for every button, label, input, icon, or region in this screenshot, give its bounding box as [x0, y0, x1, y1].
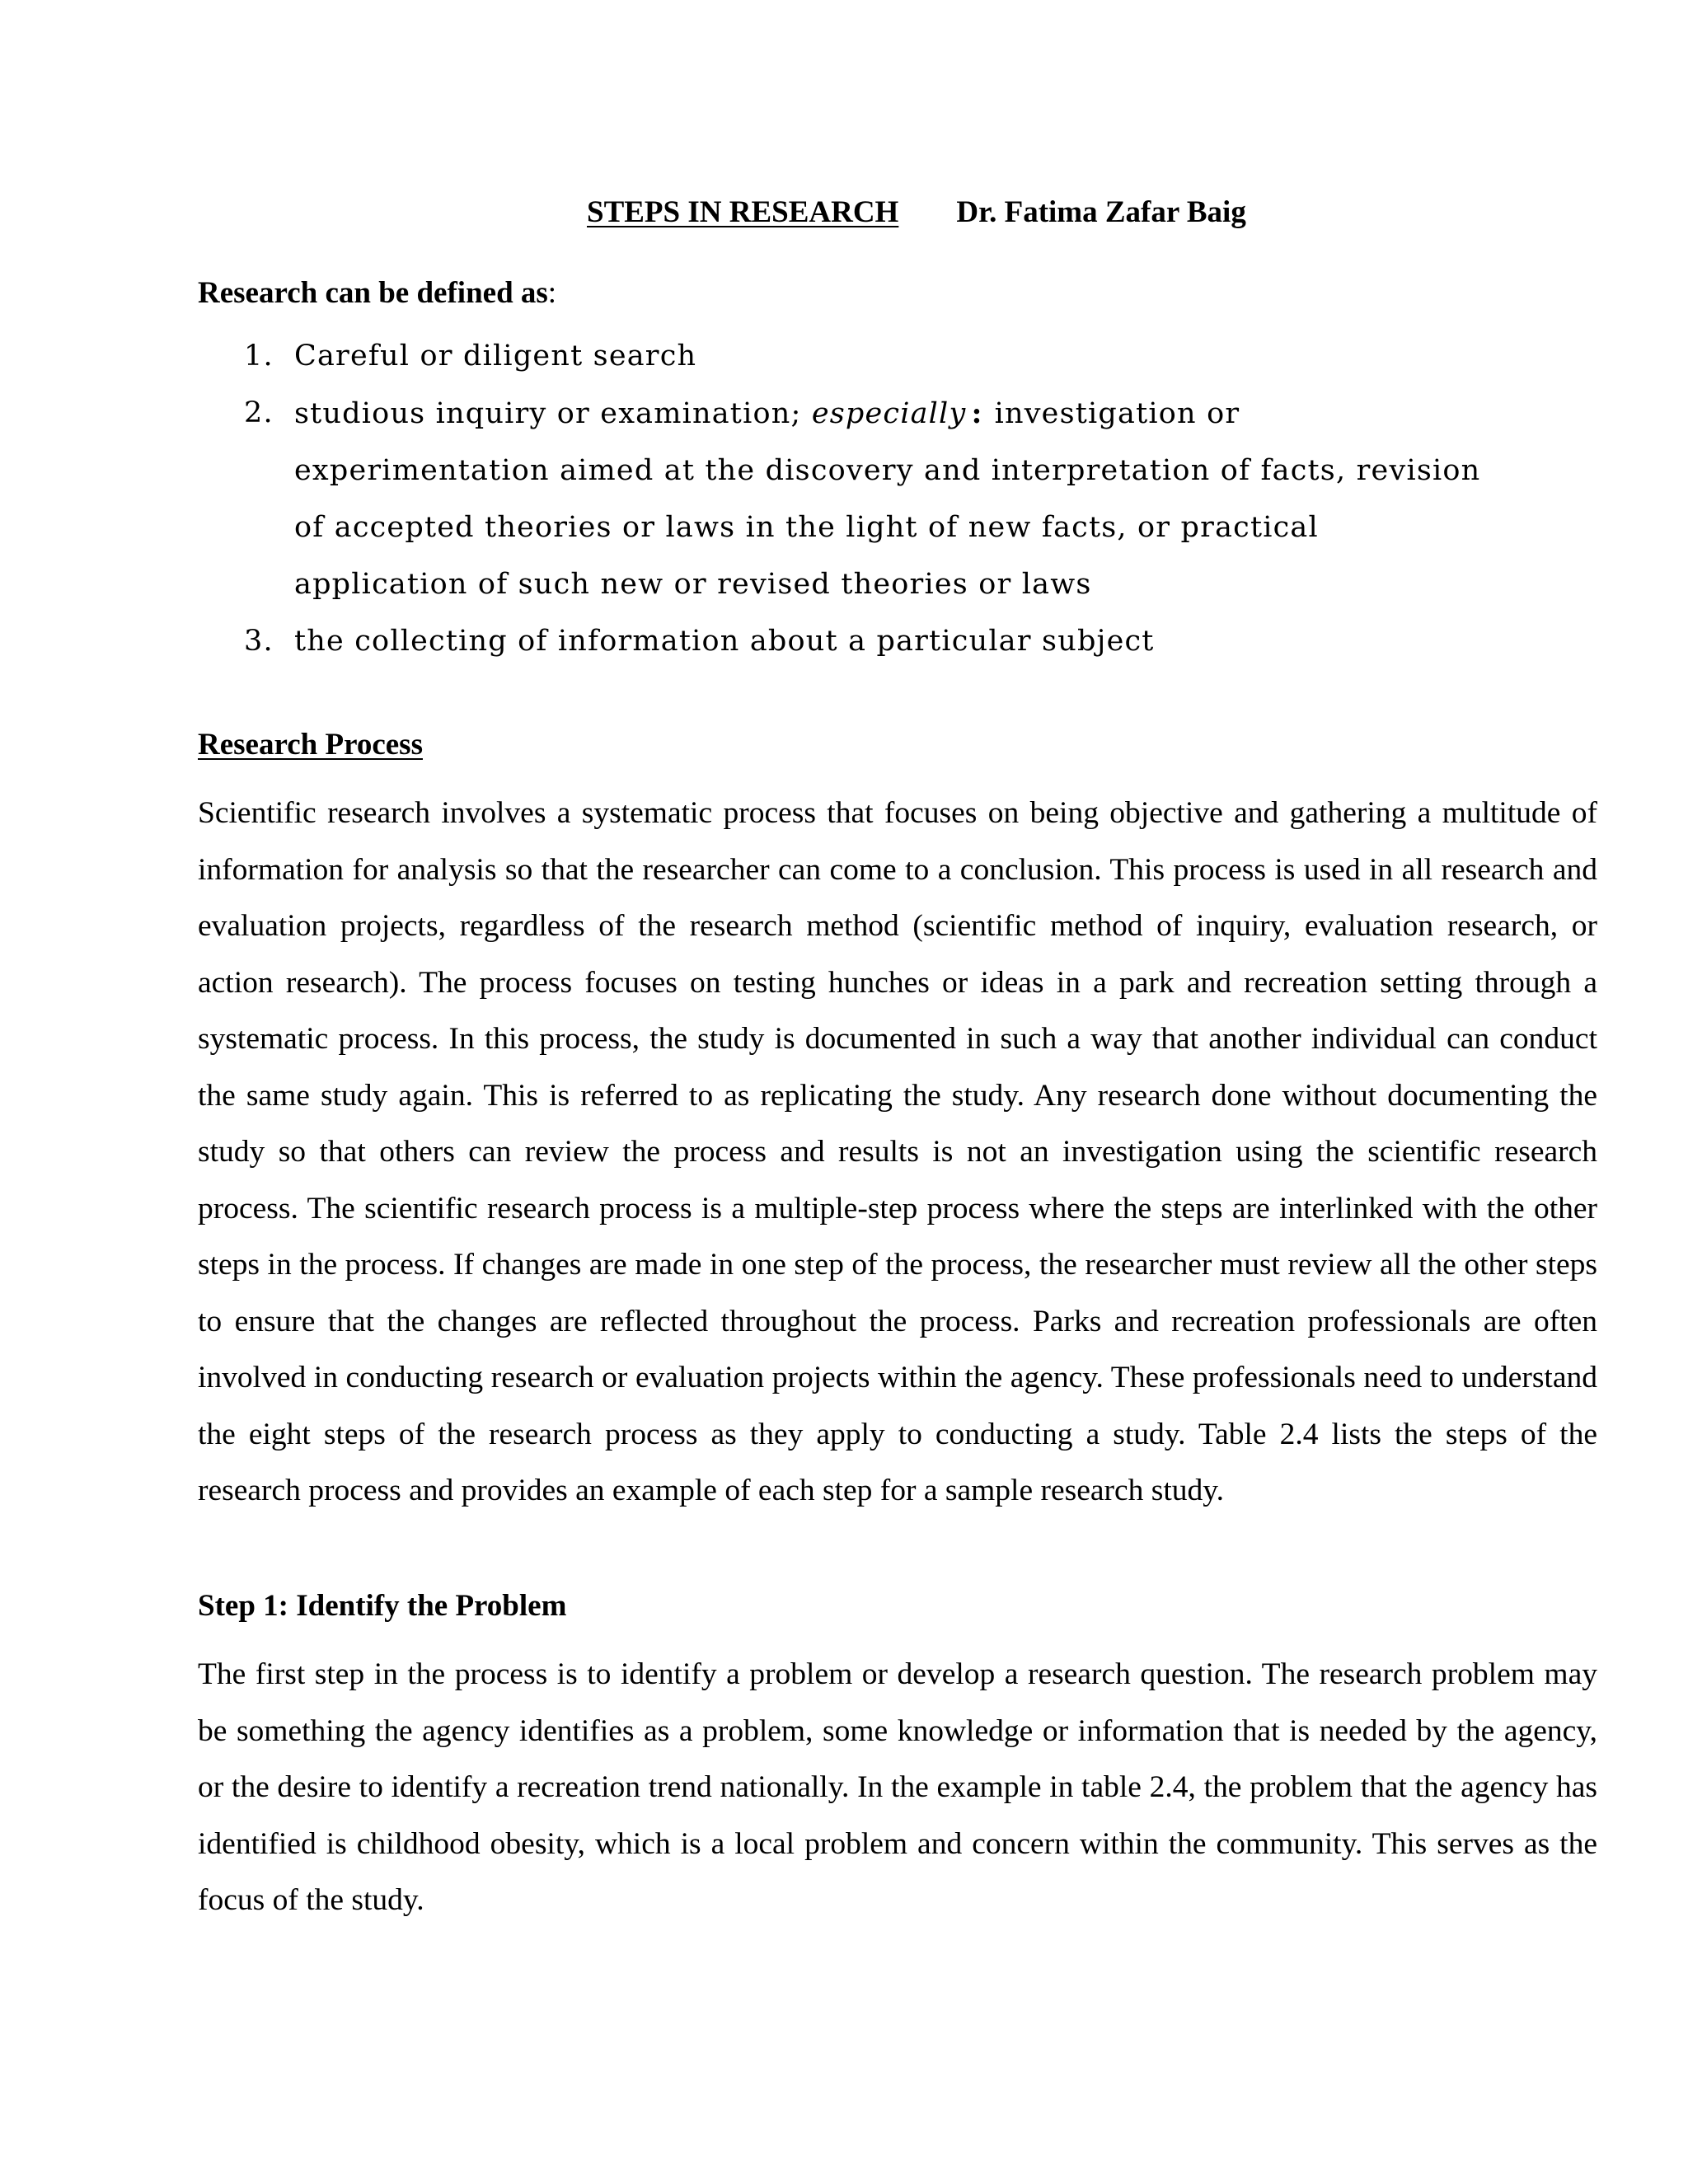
definition-item-2 — [198, 385, 1484, 613]
research-process-heading: Research Process — [198, 728, 423, 762]
definition-item-emphasis: especially — [811, 397, 967, 430]
definition-item-colon: : — [971, 396, 983, 430]
definition-item-number: 3. — [244, 625, 274, 658]
definition-item-number: 1. — [244, 340, 274, 373]
title-line — [587, 194, 1246, 230]
definition-item-text-after: investigation or experimentation aimed at the discovery and interpretation of facts, revision of accepted theories or laws in the light of new facts, or practical application of such new or revised theories or laws — [294, 397, 1481, 601]
step-1-heading: Step 1: Identify the Problem — [198, 1589, 567, 1623]
definition-heading-colon: : — [547, 276, 557, 310]
definition-item-number: 2. — [244, 396, 274, 429]
definition-heading-label: Research can be defined as — [198, 276, 548, 310]
author-name: Dr. Fatima Zafar Baig — [956, 195, 1246, 229]
definition-list — [198, 328, 1484, 670]
definition-heading — [198, 275, 556, 311]
step-1-paragraph: The first step in the process is to identify a problem or develop a research question. The research problem may be something the agency identifies as a problem, some knowledge or information that is needed by the agency, or the desire to identify a recreation trend nationally. In the example in table 2.4, the problem that the agency has identified is childhood obesity, which is a local problem and concern within the community. This serves as the focus of the study. — [198, 1657, 1597, 1917]
research-process-paragraph: Scientific research involves a systematic process that focuses on being objective and gathering a multitude of information for analysis so that the researcher can come to a conclusion. This process is used in all research and evaluation projects, regardless of the research method (scientific method of inquiry, evaluation research, or action research). The process focuses on testing hunches or ideas in a park and recreation setting through a systematic process. In this process, the study is documented in such a way that another individual can conduct the same study again. This is referred to as replicating the study. Any research done without documenting the study so that others can review the process and results is not an investigation using the scientific research process. The scientific research process is a multiple-step process where the steps are interlinked with the other steps in the process. If changes are made in one step of the process, the researcher must review all the other steps to ensure that the changes are reflected throughout the process. Parks and recreation professionals are often involved in conducting research or evaluation projects within the agency. These professionals need to understand the eight steps of the research process as they apply to conducting a study. Table 2.4 lists the steps of the research process and provides an example of each step for a sample research study. — [198, 796, 1597, 1507]
definition-item-text-before: studious inquiry or examination; — [294, 397, 802, 430]
definition-item-3 — [198, 613, 1484, 670]
definition-item-1 — [198, 328, 1484, 385]
definition-item-text: the collecting of information about a particular subject — [294, 625, 1155, 658]
definition-item-text: Careful or diligent search — [294, 340, 697, 373]
document-title: STEPS IN RESEARCH — [587, 195, 899, 229]
